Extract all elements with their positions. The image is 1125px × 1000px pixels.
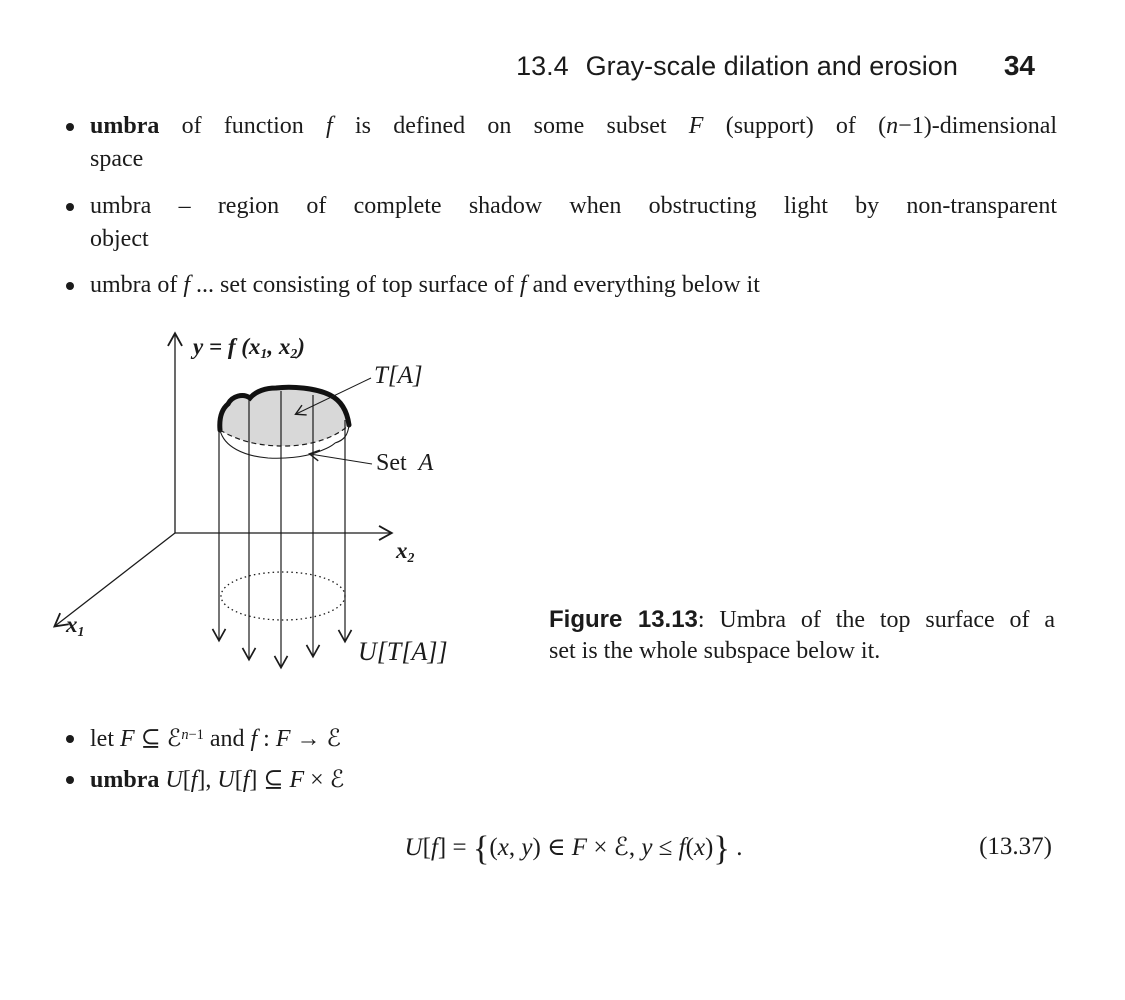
bullet-text-line: umbra U[f], U[f] ⊆ F × ℰ xyxy=(90,765,345,793)
section-heading xyxy=(516,51,958,82)
section-title: Gray-scale dilation and erosion xyxy=(585,51,958,81)
caption-line: Figure 13.13: Umbra of the top surface of a xyxy=(549,606,1056,633)
bullet-item xyxy=(90,190,1057,256)
bullet-item xyxy=(90,110,1057,176)
bullet-item xyxy=(90,722,1057,756)
projection-ellipse xyxy=(221,572,345,620)
bullet-text-line: umbra – region of complete shadow when obstructing light by non-transparent xyxy=(90,193,1057,219)
bullet-marker-icon xyxy=(66,776,74,784)
equation-number: (13.37) xyxy=(979,833,1052,860)
bullet-text-line: let F ⊆ ℰ$^{n-1}$ and f : F → ℰ xyxy=(90,724,342,752)
bullet-text-line: umbra of function f is defined on some subset F (support) of (n−1)-dimensional xyxy=(90,113,1058,139)
bullet-item xyxy=(90,763,1057,797)
page-number: 34 xyxy=(1003,50,1035,81)
bullet-marker-icon xyxy=(66,282,74,290)
caption-line: set is the whole subspace below it. xyxy=(549,638,881,664)
bullet-marker-icon xyxy=(66,123,74,131)
bullet-text-line: object xyxy=(90,226,149,252)
umbra-equation: U[f] = {(x, y) ∈ F × ℰ, y ≤ f(x)} . xyxy=(404,830,743,868)
function-label: y = f ($x_1$, $x_2$) xyxy=(193,334,305,361)
bullet-marker-icon xyxy=(66,735,74,743)
top-surface-label: T[A] xyxy=(374,362,423,389)
bullet-item xyxy=(90,269,1057,302)
section-header xyxy=(516,50,1035,82)
bullet-text-line: umbra of f ... set consisting of top surface of f and everything below it xyxy=(90,272,760,298)
set-a-label: Set A xyxy=(376,450,434,476)
bullet-marker-icon xyxy=(66,203,74,211)
x2-axis-label: $x_2$ xyxy=(396,538,415,565)
umbra-label: U[T[A]] xyxy=(358,637,448,666)
bullet-text-line: space xyxy=(90,146,144,172)
section-number: 13.4 xyxy=(516,51,569,81)
figure-caption xyxy=(549,604,1055,667)
x1-axis-label: $x_1$ xyxy=(66,612,85,639)
set-a-pointer-arrow xyxy=(310,454,372,464)
